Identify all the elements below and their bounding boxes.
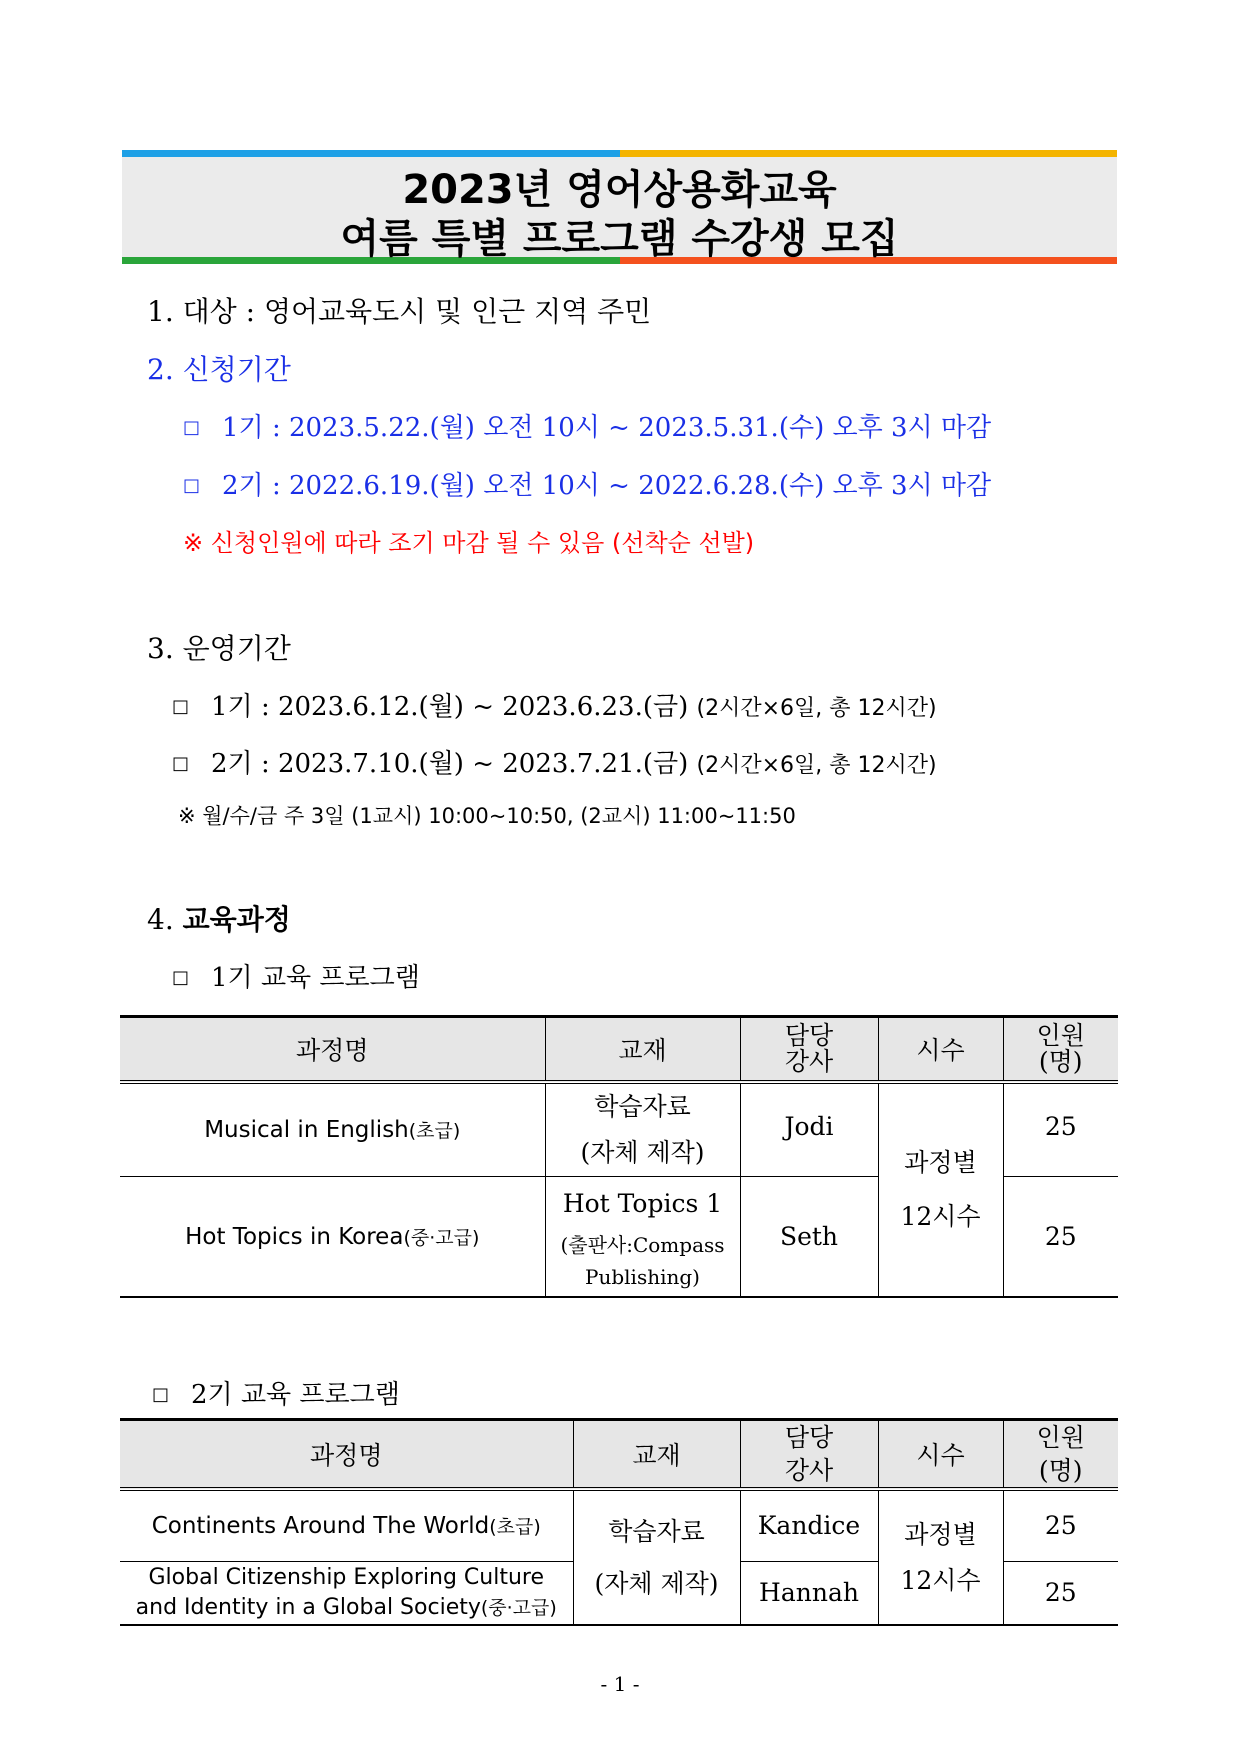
program-1-title (172, 957, 420, 994)
application-period-1-text: 1기 : 2023.5.22.(월) 오전 10시 ~ 2023.5.31.(수) 오후 3시 마감 (222, 413, 992, 443)
header-capacity (1003, 1420, 1118, 1490)
section-2-heading: 2. 신청기간 (147, 353, 291, 386)
application-period-2-text: 2기 : 2022.6.19.(월) 오전 10시 ~ 2022.6.28.(수) 오후 3시 마감 (222, 471, 992, 501)
header-course: 과정명 (120, 1017, 545, 1082)
instructor: Seth (740, 1176, 878, 1297)
table-row (120, 1489, 1118, 1561)
textbook-line-3: Publishing) (585, 1265, 700, 1290)
course-name-text: Musical in English (204, 1117, 409, 1143)
square-bullet-icon: □ (172, 753, 190, 774)
instructor: Kandice (740, 1489, 878, 1561)
header-textbook: 교재 (573, 1420, 740, 1490)
header-hours: 시수 (878, 1420, 1003, 1490)
textbook-line-1: 학습자료 (594, 1091, 691, 1121)
textbook (545, 1082, 740, 1177)
header-capacity-line-1: 인원 (1036, 1020, 1085, 1050)
course-name-line-1: Global Citizenship Exploring Culture (148, 1564, 544, 1590)
hours-line-1: 과정별 (904, 1519, 977, 1549)
program-2-title (152, 1374, 400, 1411)
hours (878, 1489, 1003, 1625)
textbook-line-2: (자체 제작) (580, 1137, 705, 1167)
course-level: (중·고급) (480, 1596, 557, 1619)
header-instructor-line-1: 담당 (784, 1020, 834, 1050)
course-name-line-2-text: and Identity in a Global Society (135, 1594, 481, 1620)
course-level: (초급) (408, 1120, 461, 1142)
title-bar-top-left (122, 150, 620, 157)
course-name-text: Continents Around The World (151, 1513, 490, 1540)
section-4-number: 4. (147, 903, 174, 936)
square-bullet-icon: □ (183, 475, 201, 496)
page-number: - 1 - (600, 1672, 640, 1696)
course-name (120, 1489, 573, 1561)
header-instructor (740, 1420, 878, 1490)
program-1-title-text: 1기 교육 프로그램 (211, 963, 420, 993)
section-4-title: 교육과정 (182, 903, 291, 936)
square-bullet-icon: □ (152, 1384, 170, 1405)
operation-period-2 (172, 743, 937, 780)
title-line-2: 여름 특별 프로그램 수강생 모집 (340, 216, 899, 262)
capacity: 25 (1003, 1561, 1118, 1625)
hours-line-2: 12시수 (900, 1565, 981, 1595)
table-header-row (120, 1017, 1118, 1082)
instructor: Jodi (740, 1082, 878, 1177)
capacity: 25 (1003, 1489, 1118, 1561)
section-1-target: 1. 대상 : 영어교육도시 및 인근 지역 주민 (147, 295, 652, 328)
header-instructor-line-2: 강사 (784, 1046, 834, 1076)
operation-period-1-hours: (2시간×6일, 총 12시간) (696, 696, 937, 721)
program-1-table (120, 1015, 1118, 1298)
textbook (573, 1489, 740, 1625)
early-closing-notice: ※ 신청인원에 따라 조기 마감 될 수 있음 (선착순 선발) (183, 529, 755, 557)
header-capacity (1003, 1017, 1118, 1082)
course-name-line-2 (120, 1593, 573, 1623)
textbook (545, 1176, 740, 1297)
hours-line-2: 12시수 (900, 1201, 981, 1231)
table-header-row (120, 1420, 1118, 1490)
header-instructor (740, 1017, 878, 1082)
header-instructor-line-1: 담당 (784, 1423, 834, 1452)
program-2-table (120, 1418, 1118, 1626)
application-period-1 (183, 407, 991, 444)
operation-period-2-hours: (2시간×6일, 총 12시간) (696, 753, 937, 778)
title-line-1: 2023년 영어상용화교육 (402, 167, 837, 213)
operation-period-2-text: 2기 : 2023.7.10.(월) ~ 2023.7.21.(금) (211, 749, 689, 779)
application-period-2 (183, 465, 991, 502)
course-name (120, 1176, 545, 1297)
header-hours: 시수 (878, 1017, 1003, 1082)
textbook-line-2: (자체 제작) (594, 1568, 719, 1598)
header-capacity-line-1: 인원 (1036, 1423, 1085, 1452)
course-level: (초급) (489, 1516, 541, 1539)
section-3-heading: 3. 운영기간 (147, 632, 291, 665)
header-capacity-line-2: (명) (1038, 1456, 1083, 1485)
textbook-line-2: (출판사:Compass (560, 1233, 725, 1258)
capacity: 25 (1003, 1082, 1118, 1177)
title-bar-top-right (620, 150, 1117, 157)
operation-period-1 (172, 686, 937, 723)
program-2-title-text: 2기 교육 프로그램 (191, 1380, 400, 1410)
square-bullet-icon: □ (183, 417, 201, 438)
header-textbook: 교재 (545, 1017, 740, 1082)
textbook-line-1: Hot Topics 1 (562, 1189, 723, 1219)
hours-line-1: 과정별 (904, 1147, 977, 1177)
table-row (120, 1082, 1118, 1177)
square-bullet-icon: □ (172, 696, 190, 717)
course-level: (중·고급) (403, 1226, 480, 1249)
section-4-heading (147, 898, 291, 938)
header-instructor-line-2: 강사 (784, 1456, 834, 1485)
header-course: 과정명 (120, 1420, 573, 1490)
course-name (120, 1561, 573, 1625)
capacity: 25 (1003, 1176, 1118, 1297)
schedule-note: ※ 월/수/금 주 3일 (1교시) 10:00~10:50, (2교시) 11:00~11:50 (178, 804, 796, 828)
title-banner (122, 150, 1117, 264)
square-bullet-icon: □ (172, 967, 190, 988)
course-name (120, 1082, 545, 1177)
hours (878, 1082, 1003, 1298)
instructor: Hannah (740, 1561, 878, 1625)
header-capacity-line-2: (명) (1038, 1046, 1083, 1076)
textbook-line-1: 학습자료 (608, 1516, 705, 1546)
operation-period-1-text: 1기 : 2023.6.12.(월) ~ 2023.6.23.(금) (211, 692, 689, 722)
course-name-text: Hot Topics in Korea (185, 1223, 404, 1250)
